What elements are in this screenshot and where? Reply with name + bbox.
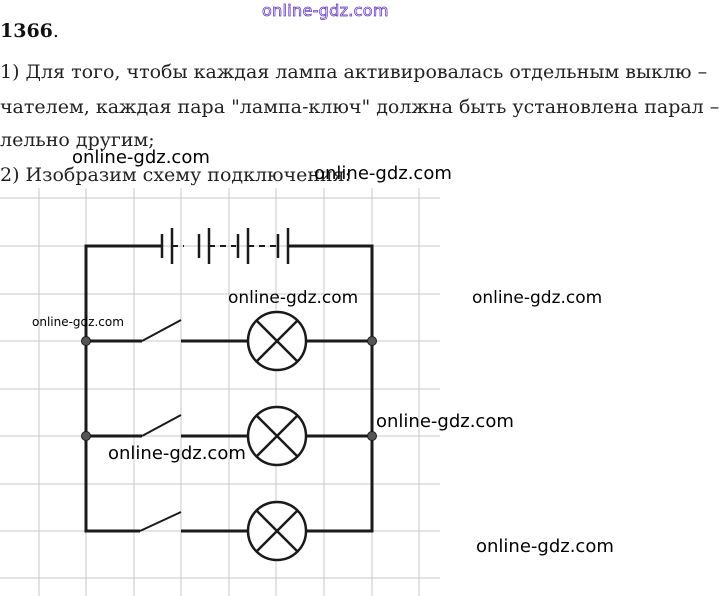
watermark-8: online-gdz.com bbox=[476, 536, 614, 557]
watermark-7: online-gdz.com bbox=[108, 443, 246, 464]
text-line-1: 1) Для того, чтобы каждая лампа активировалась отдельным выклю – bbox=[0, 61, 708, 83]
watermark-3: online-gdz.com bbox=[228, 288, 359, 308]
lamp-3 bbox=[248, 502, 306, 560]
node-right-2 bbox=[368, 432, 377, 441]
text-line-4: 2) Изобразим схему подключения: bbox=[0, 164, 352, 186]
text-line-3: лельно другим; bbox=[0, 129, 155, 151]
text-line-2: чателем, каждая пара "лампа-ключ" должна быть установлена парал – bbox=[0, 96, 719, 118]
watermark-6: online-gdz.com bbox=[376, 411, 514, 432]
lamp-1 bbox=[248, 312, 306, 370]
switch-2 bbox=[142, 415, 181, 436]
watermark-5: online-gdz.com bbox=[32, 315, 124, 329]
watermark-4: online-gdz.com bbox=[472, 288, 603, 308]
node-left-2 bbox=[82, 432, 91, 441]
node-right-1 bbox=[368, 337, 377, 346]
lamp-2 bbox=[248, 407, 306, 465]
node-left-1 bbox=[82, 337, 91, 346]
switch-3 bbox=[140, 512, 181, 531]
switch-1 bbox=[142, 320, 181, 341]
watermark-2: online-gdz.com bbox=[314, 163, 452, 184]
top-watermark: online-gdz.com bbox=[262, 1, 389, 20]
grid bbox=[0, 188, 440, 596]
watermark-1: online-gdz.com bbox=[72, 147, 210, 168]
circuit-diagram bbox=[0, 188, 646, 596]
task-number: 1366. bbox=[0, 20, 59, 42]
